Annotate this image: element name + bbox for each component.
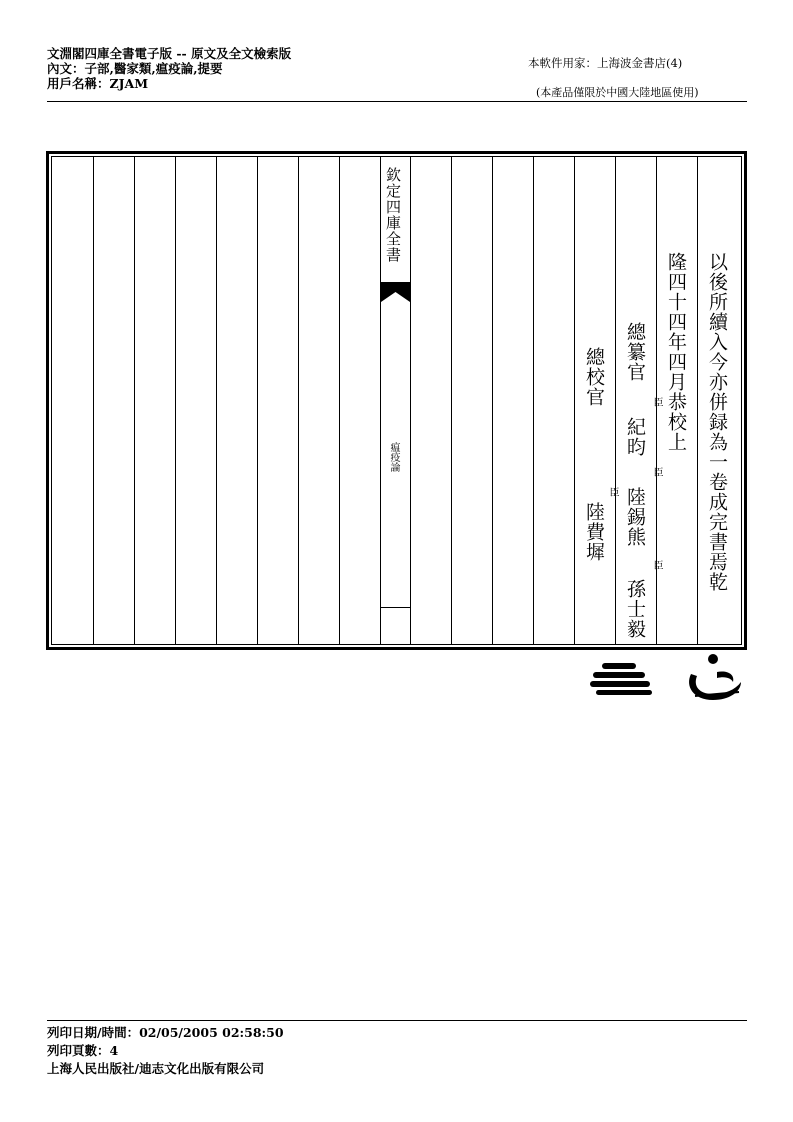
column-rule [380,157,381,644]
name-ji-yun: 紀昀 [624,417,646,457]
content-label: 內文：子部,醫家類,瘟疫論,提要 [47,61,223,76]
licensee-label: 本軟件用家：上海波金書店(4) [528,56,683,70]
center-rule [381,607,410,608]
chen-mark: 臣 [607,487,618,497]
name-sun-shiyi: 孫士毅 [624,579,646,639]
column-rule [339,157,340,644]
print-pages: 列印頁數：4 [47,1043,119,1058]
page-frame [46,151,747,650]
header-right [528,49,699,107]
chen-mark: 臣 [651,560,662,570]
column-rule [134,157,135,644]
column-rule [410,157,411,644]
name-lufei-chi: 陸費墀 [583,502,605,562]
text-column-1: 以後所續入今亦併録為一卷成完書焉乾 [706,252,728,592]
name-lu-xixiong: 陸錫熊 [624,487,646,547]
chen-mark: 臣 [651,397,662,407]
footer-divider [47,1020,747,1021]
publisher: 上海人民出版社/迪志文化出版有限公司 [47,1061,265,1076]
column-rule [533,157,534,644]
column-rule [257,157,258,644]
user-label: 用戶名稱：ZJAM [47,76,149,91]
print-datetime: 列印日期/時間：02/05/2005 02:58:50 [47,1025,284,1040]
footer [47,1024,284,1078]
column-rule [574,157,575,644]
chen-mark: 臣 [651,467,662,477]
page-frame-inner [51,156,742,645]
book-stack-logo-icon [590,662,654,696]
text-column-3-title: 總纂官 [624,322,646,382]
fishtail-mark [381,282,410,302]
column-rule [492,157,493,644]
seal-logo-icon [683,652,745,704]
usage-note: (本產品僅限於中國大陸地區使用) [536,86,699,99]
column-rule [615,157,616,644]
center-title: 欽定四庫全書 [384,167,402,263]
column-rule [93,157,94,644]
header-divider [47,101,747,102]
center-subtitle: 瘟疫論 [388,442,399,472]
app-title: 文淵閣四庫全書電子版 -- 原文及全文檢索版 [47,46,292,61]
column-rule [451,157,452,644]
column-rule [216,157,217,644]
text-column-2: 隆四十四年四月恭校上 [665,252,687,452]
header-left [47,46,291,91]
column-rule [697,157,698,644]
text-column-4-title: 總校官 [583,347,605,407]
column-rule [298,157,299,644]
column-rule [175,157,176,644]
